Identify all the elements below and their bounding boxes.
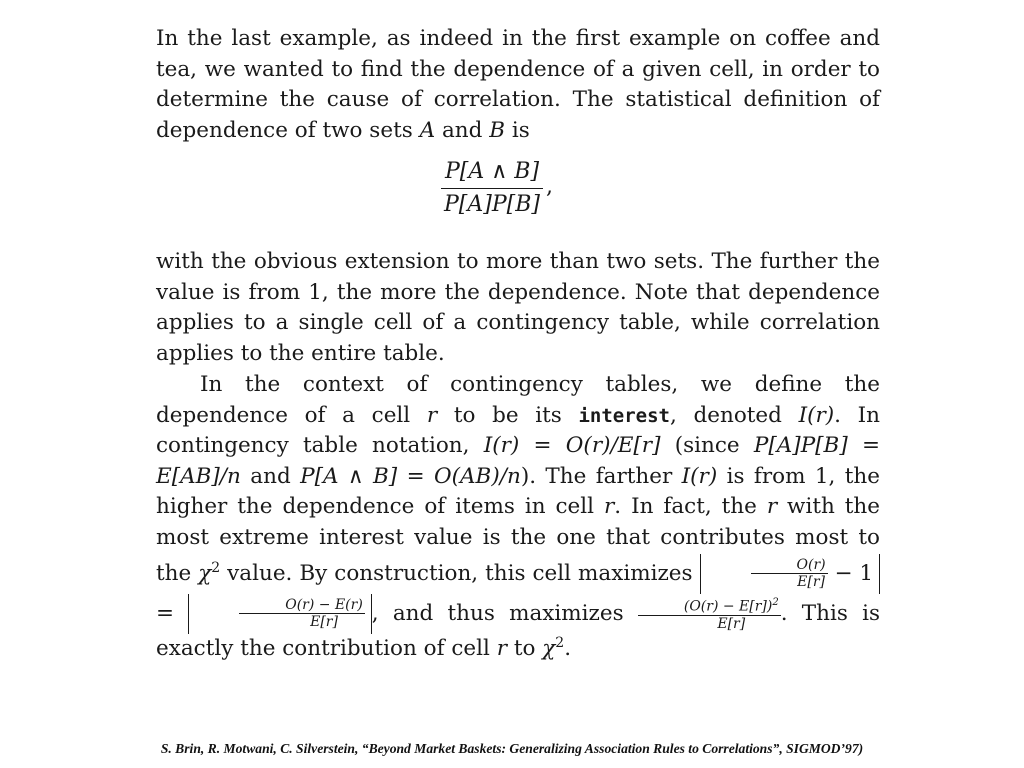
chi-exponent: 2 [211,559,221,576]
equation-comma: , [546,174,553,199]
minus-one: − 1 [827,560,874,586]
difference-numerator: O(r) − E(r) [239,597,365,614]
is-word: is [505,117,530,143]
cell-r-3: r [766,494,778,520]
fraction-numerator: P[A ∧ B] [441,158,543,189]
expected-equation: P[A]P[B] = E[AB]/n [156,433,881,489]
paragraph-3 [156,370,880,664]
p3-part3: , denoted [669,402,799,428]
ratio-numerator: O(r) [751,557,828,574]
interest-equation: I(r) = O(r)/E[r] [483,433,661,459]
p3-part2: to be its [437,402,579,428]
chi-contribution-exponent: 2 [772,597,779,609]
fraction-denominator: P[A]P[B] [444,192,540,217]
paragraph-1 [156,24,880,146]
paragraph-2: with the obvious extension to more than two sets. The further the value is from 1, the more the dependence. Note that dependence applies to a single cell of a contingency table, while correlation applies to the entire table. [156,249,880,366]
set-b: B [489,117,506,143]
and-word: and [435,117,490,143]
p3-part5: (since [660,433,754,459]
interest-function: I(r) [798,402,835,428]
p3-part13: . This is exactly the contribution of cell [156,600,880,661]
chi-symbol-2: χ [542,635,556,661]
chi-contribution-denominator: E[r] [717,615,746,632]
display-equation [440,158,600,219]
difference-denominator: E[r] [310,614,338,631]
p3-part4: . In contingency table notation, [156,402,880,459]
p3-part11: value. By construction, this cell maximizes [220,560,700,586]
ratio-denominator: E[r] [797,574,826,591]
paragraph-1-text: In the last example, as indeed in the first example on coffee and tea, we wanted to find the dependence of a given cell, in order to determine the cause of correlation. The statistical definition of dependence of two sets [156,26,880,143]
cell-r-2: r [604,494,615,520]
interest-function-2: I(r) [681,463,718,489]
p3-part8: is from 1, the higher the dependence of items in cell [156,463,880,520]
citation-footer: S. Brin, R. Motwani, C. Silverstein, “Beyond Market Baskets: Generalizing Association Rules to Correlations”, SIGMOD’97) [160,741,864,756]
p3-part15: . [564,635,572,661]
equals-sign: = [156,600,189,626]
dependence-fraction [440,158,544,219]
interest-term: interest [578,404,670,427]
abs-difference-ratio [188,594,372,634]
ratio-fraction [751,557,828,590]
p3-part7: ). The farther [520,463,682,489]
chi-contribution-numerator-body: (O(r) − E[r]) [683,598,773,615]
p3-part14: to [507,635,543,661]
chi-contribution-numerator [638,595,781,616]
p3-part9: . In fact, the [614,494,767,520]
p3-part1: In the context of contingency tables, we define the dependence of a cell [156,372,880,428]
p3-part12: , and thus maximizes [371,600,638,626]
p3-part10: with the most extreme interest value is the one that contributes most to the [156,494,880,586]
chi-symbol: χ [198,560,212,586]
chi-contribution-fraction [638,595,781,632]
chi-exponent-2: 2 [555,634,565,651]
difference-fraction [239,597,365,630]
observed-equation: P[A ∧ B] = O(AB)/n [300,463,521,489]
set-a: A [419,117,436,143]
abs-ratio-minus-one [700,554,880,594]
cell-r: r [426,402,438,428]
cell-r-4: r [496,635,507,661]
p3-part6: and [240,463,301,489]
